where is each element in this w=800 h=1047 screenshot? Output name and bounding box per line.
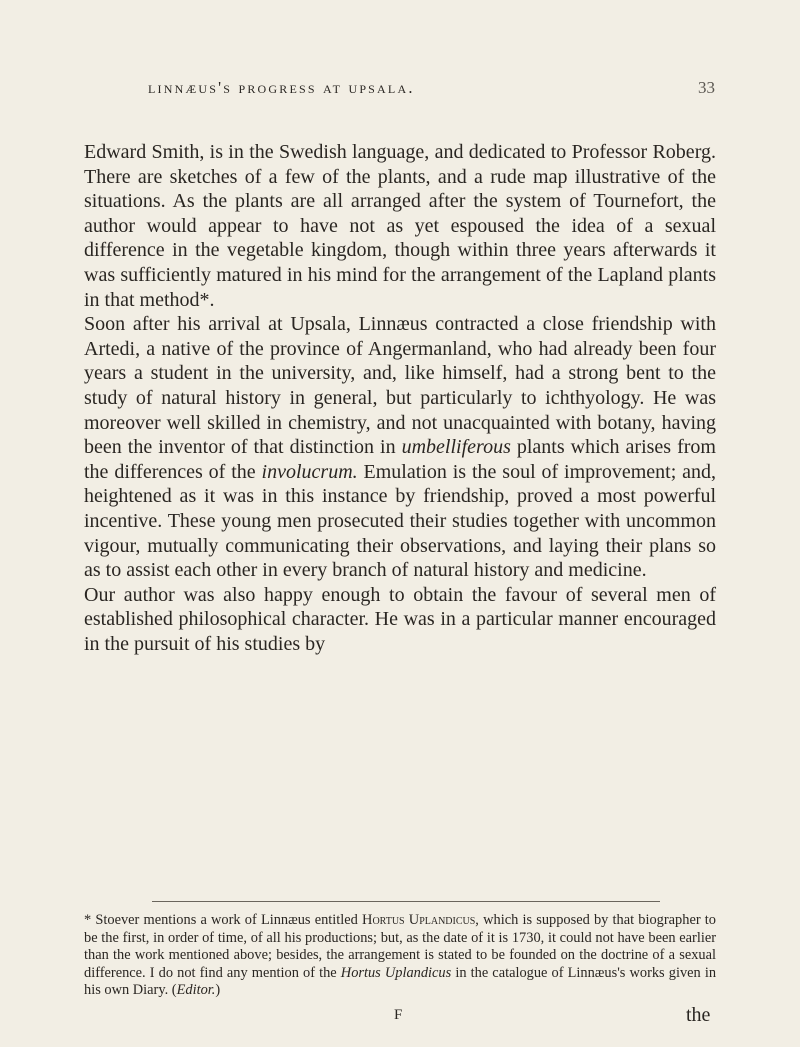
paragraph-3 <box>84 583 716 657</box>
footnote-small-caps-title: Hortus Uplandicus, <box>362 912 479 928</box>
footnote-text-b: which is supposed by that biographer to be the first, in order of time, of all his productions; but, as the date of it is 1730, it could not have been earlier than the work mentioned above; besides, the arrangement is stated to be founded on the doctrine of a sexual difference. I do not find any mention of the <box>84 912 716 981</box>
footnote-editor: Editor. <box>176 982 216 999</box>
page-number: 33 <box>698 78 715 97</box>
footnote-divider <box>152 901 660 902</box>
footnote-italic-title: Hortus Uplandicus <box>340 964 452 981</box>
paragraph-2 <box>84 312 716 583</box>
footnote-text-d: ) <box>215 982 221 999</box>
paragraph-2-italic-involucrum: involucrum. <box>261 460 358 483</box>
footnote-text-c: in the catalogue of Linnæus's works given in his own Diary. ( <box>84 964 717 999</box>
running-head <box>0 78 800 106</box>
paragraph-3-text: Our author was also happy enough to obtain the favour of several men of established philosophical character. He was in a particular manner encouraged in the pursuit of his studies by <box>84 583 716 655</box>
paragraph-1 <box>84 140 716 312</box>
footnote-mark: * <box>84 912 92 928</box>
footnote-paragraph <box>84 912 716 1000</box>
running-title: linnæus's progress at upsala. <box>148 78 415 97</box>
paragraph-1-text: Edward Smith, is in the Swedish language, and dedicated to Professor Roberg. There are sketches of a few of the plants, and a rude map illustrative of the situations. As the plants are all arranged after the system of Tournefort, the author would appear to have not as yet espoused the idea of a sexual difference in the vegetable kingdom, though within three years afterwards it was sufficiently matured in his mind for the arrangement of the Lapland plants in that method <box>84 141 716 311</box>
paragraph-2-text-b: plants which arises from the differences of the <box>84 436 716 483</box>
paragraph-2-text-c: Emulation is the soul of improvement; and, heightened as it was in this instance by friendship, proved a most powerful incentive. These young men prosecuted their studies together with uncommon vigour, mutually communicating their observations, and laying their plans so as to assist each other in every branch of natural history and medicine. <box>84 460 717 582</box>
paragraph-2-text-a: Soon after his arrival at Upsala, Linnæus contracted a close friendship with Artedi, a native of the province of Angermanland, who had already been four years a student in the university, and, like himself, had a strong bent to the study of natural history in general, but particularly to ichthyology. He was moreover well skilled in chemistry, and not unacquainted with botany, having been the inventor of that distinction in <box>84 313 716 459</box>
paragraph-2-italic-umbelliferous: umbelliferous <box>401 436 511 459</box>
signature-mark: F <box>394 1007 403 1023</box>
footnote-text-a: Stoever mentions a work of Linnæus entitled <box>95 912 358 928</box>
footnote-reference: * <box>199 288 210 311</box>
footnote <box>84 912 716 1000</box>
catchword: the <box>686 1004 711 1026</box>
body-text <box>84 140 716 656</box>
paragraph-1-end: . <box>209 288 215 311</box>
